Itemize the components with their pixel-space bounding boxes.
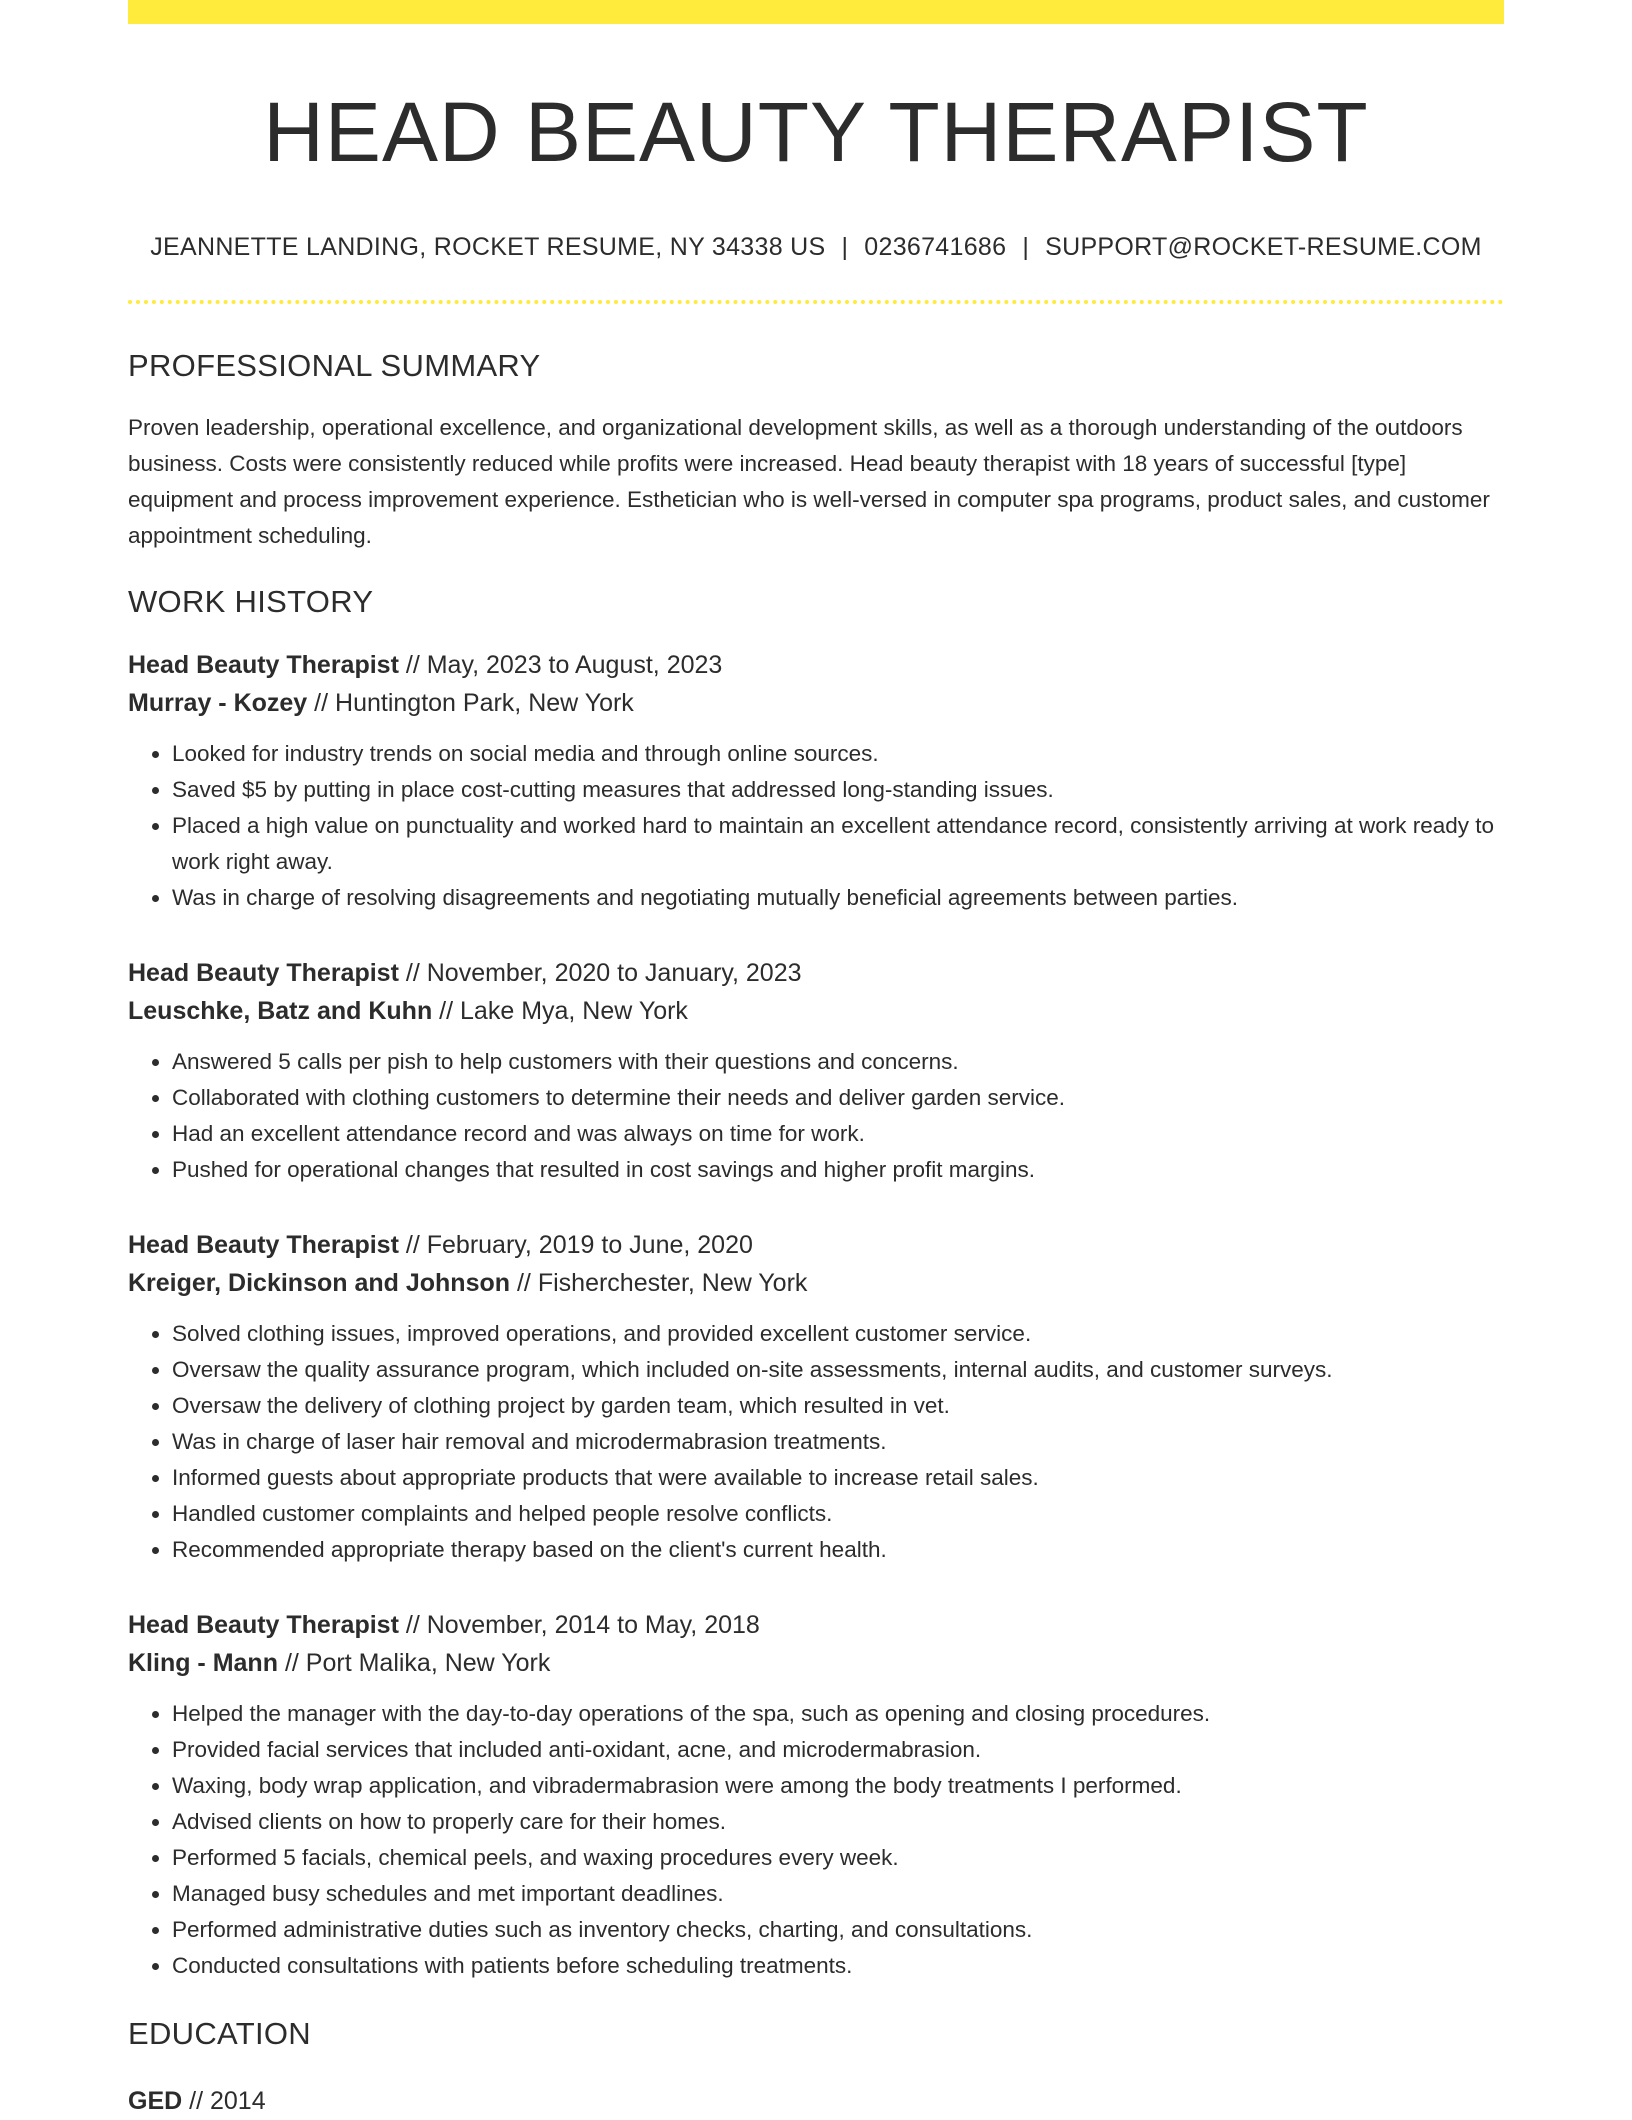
job-bullet: • Handled customer complaints and helped people resolve conflicts. xyxy=(172,1496,1504,1532)
job-bullet-list xyxy=(128,1044,1504,1188)
contact-phone: 0236741686 xyxy=(864,232,1007,261)
job-bullet: • Managed busy schedules and met important deadlines. xyxy=(172,1876,1504,1912)
job-divider: // xyxy=(516,1268,531,1297)
job-bullet: • Helped the manager with the day-to-day operations of the spa, such as opening and closing procedures. xyxy=(172,1696,1504,1732)
job-bullet: • Conducted consultations with patients before scheduling treatments. xyxy=(172,1948,1504,1984)
job-bullet: • Answered 5 calls per pish to help customers with their questions and concerns. xyxy=(172,1044,1504,1080)
work-history-heading: WORK HISTORY xyxy=(128,583,374,619)
contact-address: JEANNETTE LANDING, ROCKET RESUME, NY 34338 US xyxy=(150,232,826,261)
job-location: Huntington Park, New York xyxy=(335,688,634,717)
job-bullet: • Solved clothing issues, improved operations, and provided excellent customer service. xyxy=(172,1316,1504,1352)
job-role: Head Beauty Therapist xyxy=(128,1230,399,1259)
summary-heading: PROFESSIONAL SUMMARY xyxy=(128,347,541,383)
education-divider: // xyxy=(189,2086,204,2115)
job-location: Fisherchester, New York xyxy=(537,1268,808,1297)
job-divider: // xyxy=(405,650,420,679)
job-bullet: • Oversaw the quality assurance program, which included on-site assessments, internal audits, and customer surveys. xyxy=(172,1352,1504,1388)
job-company: Murray - Kozey xyxy=(128,688,308,717)
job-role: Head Beauty Therapist xyxy=(128,650,399,679)
education-heading: EDUCATION xyxy=(128,2015,311,2051)
job-bullet: • Advised clients on how to properly care for their homes. xyxy=(172,1804,1504,1840)
job-dates: November, 2020 to January, 2023 xyxy=(426,958,802,987)
job-entry xyxy=(128,1606,1504,1984)
job-divider: // xyxy=(405,1610,420,1639)
job-bullet: • Provided facial services that included anti-oxidant, acne, and microdermabrasion. xyxy=(172,1732,1504,1768)
job-role-line xyxy=(128,1226,1504,1264)
accent-top-bar xyxy=(128,0,1504,24)
job-bullet-list xyxy=(128,736,1504,916)
job-dates: November, 2014 to May, 2018 xyxy=(426,1610,760,1639)
job-bullet: • Performed 5 facials, chemical peels, and waxing procedures every week. xyxy=(172,1840,1504,1876)
job-company-line xyxy=(128,684,1504,722)
job-bullet: • Had an excellent attendance record and was always on time for work. xyxy=(172,1116,1504,1152)
contact-email: SUPPORT@ROCKET-RESUME.COM xyxy=(1045,232,1482,261)
job-bullet: • Looked for industry trends on social media and through online sources. xyxy=(172,736,1504,772)
job-divider: // xyxy=(439,996,454,1025)
job-company-line xyxy=(128,1264,1504,1302)
job-entry xyxy=(128,954,1504,1188)
job-company: Kling - Mann xyxy=(128,1648,278,1677)
dotted-divider xyxy=(128,300,1504,304)
job-entry xyxy=(128,1226,1504,1568)
job-bullet: • Collaborated with clothing customers to determine their needs and deliver garden service. xyxy=(172,1080,1504,1116)
job-bullet-list xyxy=(128,1316,1504,1568)
contact-separator: | xyxy=(1022,232,1030,261)
job-bullet: • Saved $5 by putting in place cost-cutting measures that addressed long-standing issues. xyxy=(172,772,1504,808)
contact-line xyxy=(128,233,1504,262)
job-location: Port Malika, New York xyxy=(305,1648,551,1677)
job-bullet: • Oversaw the delivery of clothing project by garden team, which resulted in vet. xyxy=(172,1388,1504,1424)
job-bullet: • Placed a high value on punctuality and worked hard to maintain an excellent attendance record, consistently arriving at work ready to work right away. xyxy=(172,808,1504,880)
job-dates: February, 2019 to June, 2020 xyxy=(426,1230,753,1259)
job-bullet: • Pushed for operational changes that resulted in cost savings and higher profit margins. xyxy=(172,1152,1504,1188)
job-location: Lake Mya, New York xyxy=(460,996,688,1025)
job-bullet: • Waxing, body wrap application, and vibradermabrasion were among the body treatments I performed. xyxy=(172,1768,1504,1804)
job-role-line xyxy=(128,646,1504,684)
job-company-line xyxy=(128,1644,1504,1682)
job-divider: // xyxy=(314,688,329,717)
job-bullet: • Performed administrative duties such as inventory checks, charting, and consultations. xyxy=(172,1912,1504,1948)
education-year: 2014 xyxy=(210,2086,266,2115)
resume-page xyxy=(128,0,1504,2120)
job-bullet: • Was in charge of resolving disagreements and negotiating mutually beneficial agreements between parties. xyxy=(172,880,1504,916)
job-bullet: • Informed guests about appropriate products that were available to increase retail sales. xyxy=(172,1460,1504,1496)
job-role: Head Beauty Therapist xyxy=(128,1610,399,1639)
education-degree: GED xyxy=(128,2086,183,2115)
job-role-line xyxy=(128,1606,1504,1644)
job-dates: May, 2023 to August, 2023 xyxy=(426,650,723,679)
education-entry xyxy=(128,2082,1504,2120)
resume-title: HEAD BEAUTY THERAPIST xyxy=(263,85,1369,179)
summary-text: Proven leadership, operational excellence, and organizational development skills, as well as a thorough understanding of the outdoors business. Costs were consistently reduced while profits were increased. Head beauty therapist with 18 years of successful [type] equipment and process improvement experience. Esthetician who is well-versed in computer spa programs, product sales, and customer appointment scheduling. xyxy=(128,414,1490,548)
job-role: Head Beauty Therapist xyxy=(128,958,399,987)
job-company: Kreiger, Dickinson and Johnson xyxy=(128,1268,511,1297)
job-bullet-list xyxy=(128,1696,1504,1984)
job-company-line xyxy=(128,992,1504,1030)
job-role-line xyxy=(128,954,1504,992)
job-bullet: • Recommended appropriate therapy based on the client's current health. xyxy=(172,1532,1504,1568)
work-history-list xyxy=(128,646,1504,1984)
job-divider: // xyxy=(405,958,420,987)
contact-separator: | xyxy=(841,232,849,261)
job-company: Leuschke, Batz and Kuhn xyxy=(128,996,433,1025)
job-entry xyxy=(128,646,1504,916)
job-bullet: • Was in charge of laser hair removal and microdermabrasion treatments. xyxy=(172,1424,1504,1460)
job-divider: // xyxy=(405,1230,420,1259)
job-divider: // xyxy=(284,1648,299,1677)
